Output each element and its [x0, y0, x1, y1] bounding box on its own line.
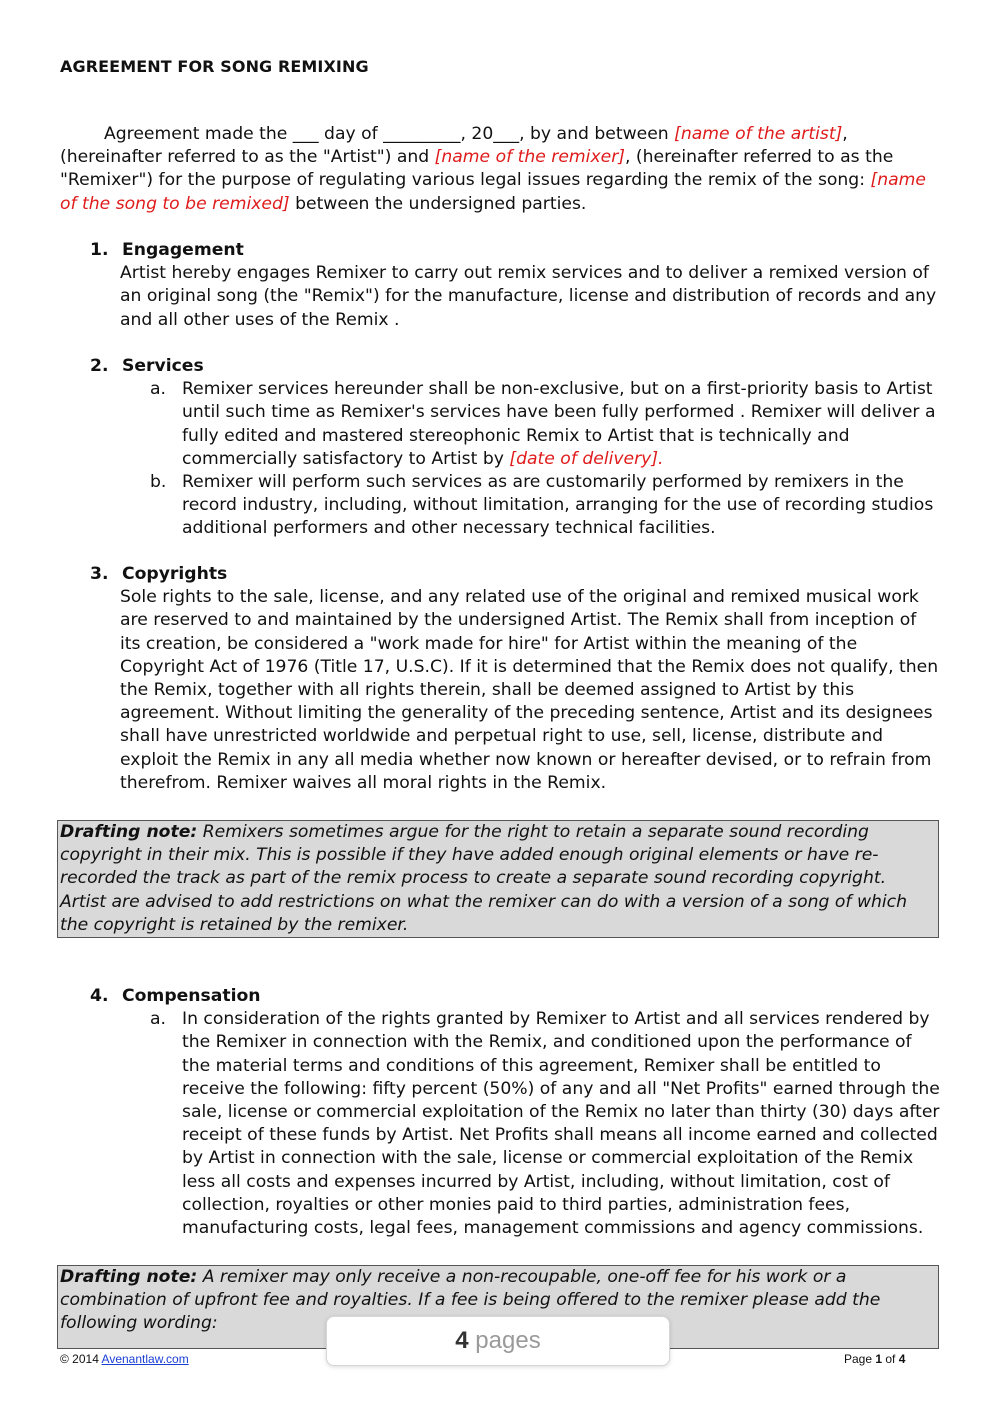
- section-heading: [90, 239, 940, 262]
- section-services: [90, 355, 940, 541]
- page-of: of: [882, 1352, 899, 1366]
- section-body: Artist hereby engages Remixer to carry out remix services and to deliver a remixed version of an original song (the "Remix") for the manufacture, license and distribution of records and any and all other uses of the Remix .: [120, 263, 937, 330]
- copyright-text: © 2014: [60, 1352, 102, 1366]
- subclause-b: [150, 471, 940, 541]
- section-heading: [90, 985, 940, 1008]
- section-engagement: [90, 239, 940, 332]
- intro-text-4: between the undersigned parties.: [289, 193, 587, 214]
- artist-placeholder: [name of the artist]: [674, 124, 843, 144]
- section-compensation: [90, 985, 940, 1240]
- section-heading: [90, 563, 940, 586]
- subclause-a: [150, 378, 940, 471]
- drafting-note-label: Drafting note:: [60, 1267, 198, 1287]
- section-title: Copyrights: [122, 564, 228, 584]
- section-title: Services: [122, 356, 204, 376]
- intro-paragraph: [60, 123, 940, 216]
- subclause-a: [150, 1008, 940, 1240]
- subclause-letter: b.: [150, 472, 167, 493]
- subclause-text: In consideration of the rights granted by Remixer to Artist and all services rendered by the Remixer in connection with the Remix, and conditioned upon the performance of the material terms and conditions of this agreement, Remixer shall be entitled to receive the following: fifty percent (50%) of any and all "Net Profits" earned through the sale, license or commercial exploitation of the Remix no later than thirty (30) days after receipt of these funds by Artist. Net Profits shall means all income earned and collected by Artist in connection with the sale, license or commercial exploitation of the Remix less all costs and expenses incurred by Artist, including, without limitation, cost of collection, royalties or other monies paid to third parties, administration fees, manufacturing costs, legal fees, management commissions and agency commissions.: [182, 1009, 940, 1239]
- drafting-note-label: Drafting note:: [60, 822, 198, 842]
- page-count-label: pages: [468, 1327, 541, 1354]
- section-copyrights: [90, 563, 940, 795]
- document-title: AGREEMENT FOR SONG REMIXING: [60, 57, 369, 76]
- remixer-placeholder: [name of the remixer]: [434, 147, 625, 168]
- page-current: 1: [875, 1352, 883, 1366]
- section-title: Engagement: [122, 240, 244, 260]
- page-count: 4: [455, 1327, 469, 1354]
- drafting-note-copyright: [57, 820, 939, 938]
- section-number: 3.: [90, 564, 109, 584]
- subclause-text: Remixer services hereunder shall be non-exclusive, but on a first-priority basis to Artist until such time as Remixer's services have been fully performed . Remixer will deliver a fully edited and mastered stereophonic Remix to Artist that is technically and commercially satisfactory to Artist by: [182, 379, 936, 469]
- section-heading: [90, 355, 940, 378]
- intro-text-3: , (hereinafter referred to as the "Remixer") for the purpose of regulating various legal issues regarding the remix of the song:: [60, 147, 894, 191]
- site-link[interactable]: Avenantlaw.com: [101, 1352, 189, 1366]
- section-number: 1.: [90, 240, 109, 260]
- song-placeholder: [name of the song to be remixed]: [60, 170, 926, 214]
- footer-page-number: [844, 1352, 905, 1366]
- subclause-letter: a.: [150, 379, 166, 400]
- subclause-letter: a.: [150, 1009, 166, 1030]
- footer-copyright: [60, 1352, 189, 1366]
- drafting-note-text: A remixer may only receive a non-recoupable, one-off fee for his work or a combination of upfront fee and royalties. If a fee is being offered to the remixer please add the following wording:: [60, 1267, 881, 1334]
- intro-text-1: Agreement made the ___ day of _________, 20___, by and between: [104, 124, 675, 144]
- intro-text-2: , (hereinafter referred to as the "Artist") and: [60, 124, 848, 168]
- section-number: 2.: [90, 356, 109, 376]
- delivery-date-placeholder: [date of delivery].: [509, 448, 664, 469]
- page-count-indicator[interactable]: [326, 1316, 670, 1366]
- section-title: Compensation: [122, 986, 261, 1006]
- drafting-note-text: Remixers sometimes argue for the right to retain a separate sound recording copyright in their mix. This is possible if they have added enough original elements or have re-recorded the track as part of the remix process to create a separate sound recording copyright. Artist are advised to add restrictions on what the remixer can do with a version of a song of which the copyright is retained by the remixer.: [60, 822, 908, 935]
- section-number: 4.: [90, 986, 109, 1006]
- page-total: 4: [898, 1352, 906, 1366]
- section-body: Sole rights to the sale, license, and any related use of the original and remixed musical work are reserved to and maintained by the undersigned Artist. The Remix shall from inception of its creation, be considered a "work made for hire" for Artist within the meaning of the Copyright Act of 1976 (Title 17, U.S.C). If it is determined that the Remix does not qualify, then the Remix, together with all rights therein, shall be deemed assigned to Artist by this agreement. Without limiting the generality of the preceding sentence, Artist and its designees shall have unrestricted worldwide and perpetual right to use, sell, license, distribute and exploit the Remix in any all media whether now known or hereafter devised, or to refrain from therefrom. Remixer waives all moral rights in the Remix.: [120, 587, 939, 793]
- page-prefix: Page: [844, 1352, 876, 1366]
- subclause-text: Remixer will perform such services as are customarily performed by remixers in the record industry, including, without limitation, arranging for the use of recording studios additional performers and other necessary technical facilities.: [182, 472, 934, 539]
